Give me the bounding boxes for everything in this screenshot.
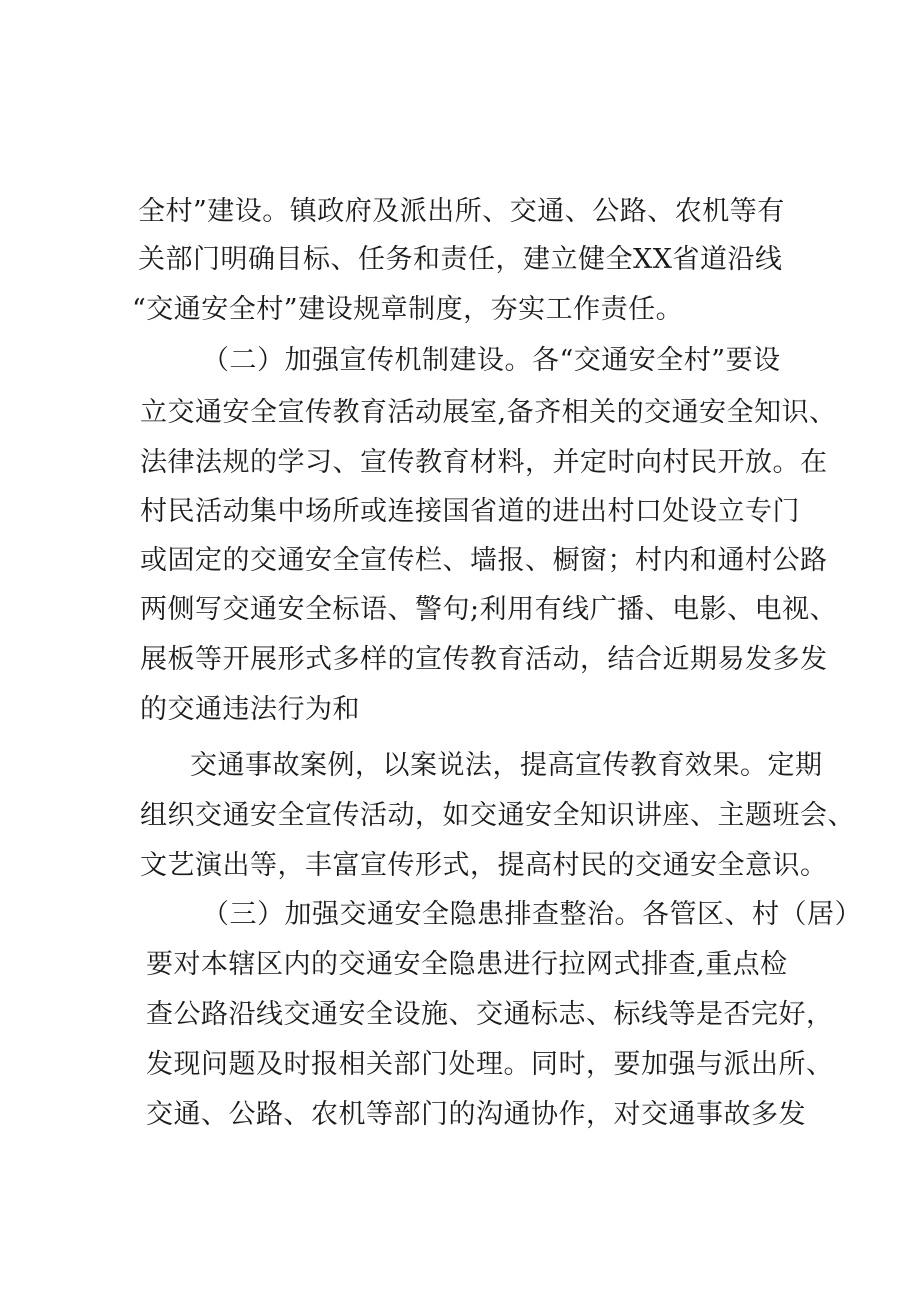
text-line: 查公路沿线交通安全设施、交通标志、标线等是否完好，: [146, 999, 834, 1030]
text-line: （三）加强交通安全隐患排查整治。各管区、村（居）: [202, 899, 862, 930]
text-line: 要对本辖区内的交通安全隐患进行拉网式排查,重点检: [146, 949, 788, 980]
text-line: 全村”建设。镇政府及派出所、交通、公路、农机等有: [138, 196, 785, 227]
text-line: 的交通违法行为和: [140, 694, 360, 725]
text-line: 发现问题及时报相关部门处理。同时，要加强与派出所、: [146, 1049, 834, 1080]
text-line: 立交通安全宣传教育活动展室,备齐相关的交通安全知识、: [140, 397, 837, 428]
text-line: 村民活动集中场所或连接国省道的进出村口处设立专门: [140, 496, 800, 527]
text-line: 法律法规的学习、宣传教育材料，并定时向村民开放。在: [140, 447, 828, 478]
text-line: 交通事故案例，以案说法，提高宣传教育效果。定期: [190, 750, 823, 781]
text-line: 关部门明确目标、任务和责任，建立健全XX省道沿线: [138, 244, 783, 275]
text-line: 交通、公路、农机等部门的沟通协作，对交通事故多发: [146, 1099, 806, 1130]
text-line: （二）加强宣传机制建设。各“交通安全村”要设: [202, 345, 781, 376]
text-line: 或固定的交通安全宣传栏、墙报、橱窗；村内和通村公路: [140, 545, 828, 576]
text-line: 两侧写交通安全标语、警句;利用有线广播、电影、电视、: [140, 594, 838, 625]
text-line: “交通安全村”建设规章制度，夯实工作责任。: [132, 294, 684, 325]
text-line: 组织交通安全宣传活动，如交通安全知识讲座、主题班会、: [140, 800, 855, 831]
text-line: 展板等开展形式多样的宣传教育活动，结合近期易发多发: [140, 644, 828, 675]
text-line: 文艺演出等，丰富宣传形式，提高村民的交通安全意识。: [140, 850, 828, 881]
